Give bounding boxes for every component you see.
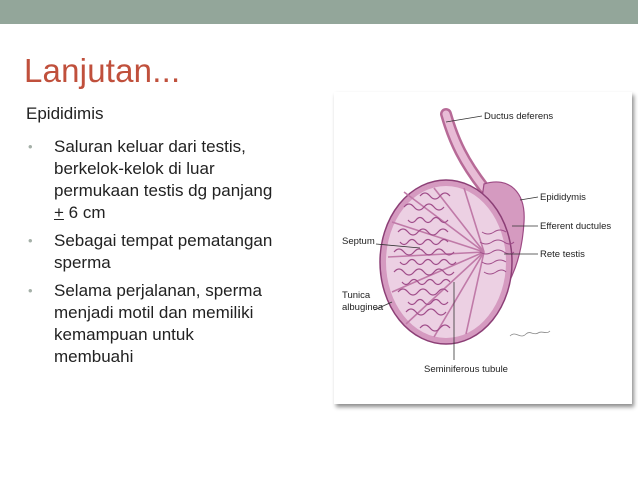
label-seminiferous-tubule: Seminiferous tubule: [424, 364, 508, 375]
label-tunica: Tunica: [342, 290, 371, 301]
bullet-dot-icon: •: [28, 139, 33, 154]
label-epididymis: Epididymis: [540, 192, 586, 203]
bullet-item-3: [26, 280, 336, 368]
slide-subtitle: Epididimis: [26, 104, 104, 123]
bullet-2-line-1: Sebagai tempat pematangan: [54, 231, 273, 250]
bullet-2-line-2: sperma: [54, 253, 111, 272]
bullet-3-line-3: kemampuan untuk: [54, 325, 194, 344]
bullet-1-line-4: [54, 202, 336, 224]
testis-anatomy-figure: [334, 92, 632, 404]
label-ductus-deferens: Ductus deferens: [484, 111, 554, 122]
bullet-3-line-2: menjadi motil dan memiliki: [54, 303, 254, 322]
length-value: 6 cm: [63, 203, 106, 222]
label-septum: Septum: [342, 236, 375, 247]
bullet-1-line-1: Saluran keluar dari testis,: [54, 137, 246, 156]
testis-diagram: [334, 92, 632, 404]
bullet-1-line-3: permukaan testis dg panjang: [54, 181, 273, 200]
plus-minus-sign: +: [54, 203, 64, 222]
bullet-item-1: [26, 136, 336, 224]
label-albuginea: albuginea: [342, 302, 384, 313]
bullet-1-line-2: berkelok-kelok di luar: [54, 159, 215, 178]
label-rete-testis: Rete testis: [540, 249, 585, 260]
bullet-3-line-1: Selama perjalanan, sperma: [54, 281, 262, 300]
bullet-3-line-4: membuahi: [54, 347, 134, 366]
bullet-list: [26, 136, 336, 374]
bullet-item-2: [26, 230, 336, 274]
slide-title: Lanjutan...: [24, 52, 181, 89]
bullet-dot-icon: •: [28, 283, 33, 298]
bullet-dot-icon: •: [28, 233, 33, 248]
top-accent-bar: [0, 0, 638, 24]
illustrator-signature-icon: [510, 331, 550, 336]
label-efferent-ductules: Efferent ductules: [540, 221, 612, 232]
